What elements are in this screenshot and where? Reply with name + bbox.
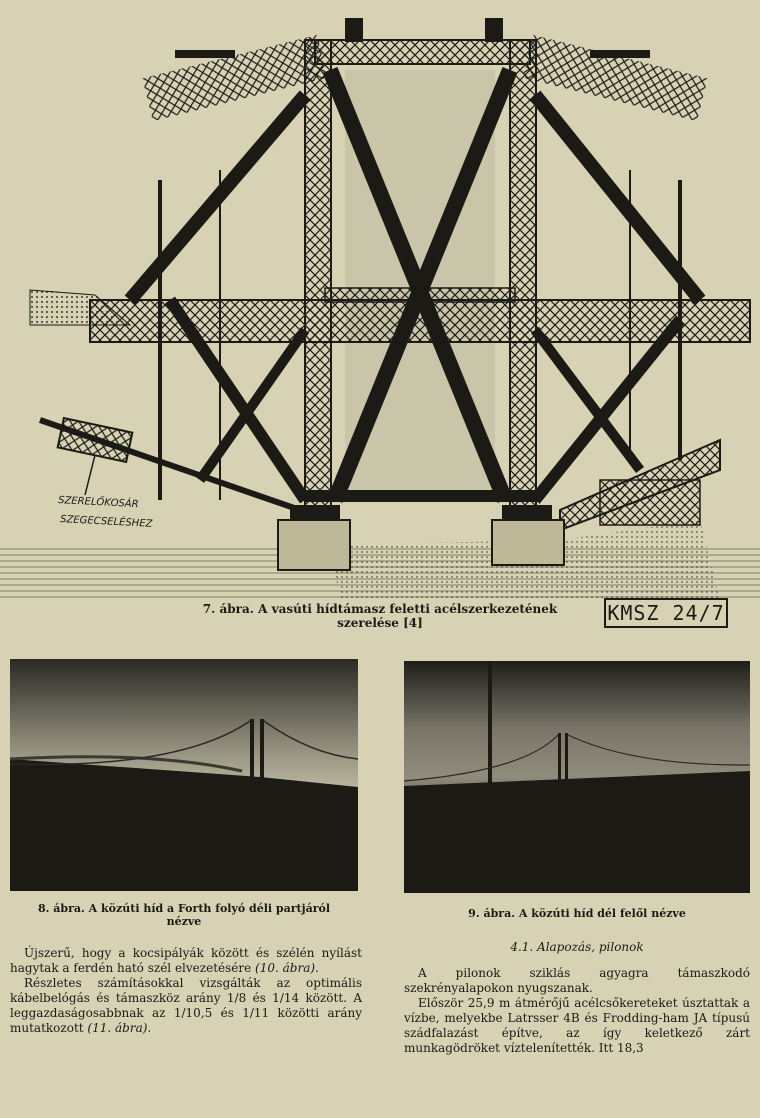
basket-label-line2: SZEGECSELÉSHEZ: [59, 514, 153, 530]
left-paragraph-1: [10, 946, 362, 976]
figure-8-photo: [10, 659, 358, 891]
left-text-column: [10, 946, 362, 1036]
right-paragraph-2: Először 25,9 m átmérőjű acélcsőkereteket úsztattak a vízbe, melyekbe Latrsser 4B és Frodding-ham JA típusú szádfalazást építve, az így keletkező zárt munkagödröket víztelenítették. Itt 18,3: [404, 996, 750, 1055]
figure-11-reference: (11. ábra).: [87, 1021, 152, 1035]
basket-label-line1: SZERELŐKOSÁR: [57, 495, 139, 511]
right-paragraph-1: A pilonok sziklás agyagra támaszkodó szekrényalapokon nyugszanak.: [404, 966, 750, 995]
left-paragraph-2: [10, 976, 362, 1036]
figure-8-caption: [10, 902, 358, 928]
figure-7-caption: [170, 602, 590, 630]
archive-stamp: KMSZ 24/7: [604, 598, 728, 628]
figure-7-caption-line1: 7. ábra. A vasúti hídtámasz feletti acélszerkezetének: [202, 602, 558, 616]
figure-8-caption-line2: nézve: [166, 915, 202, 928]
left-p2-text: Részletes számításokkal vizsgálták az optimális kábelbelógás és támaszköz arány 1/8 és 1/14 között. A leggazdaságosabbnak az 1/10,5 és 1/11 közötti arány mutatkozott: [10, 976, 362, 1035]
figure-7-caption-line2: szerelése [4]: [337, 616, 423, 630]
right-text-column: [404, 966, 750, 1056]
section-heading: 4.1. Alapozás, pilonok: [510, 940, 644, 954]
figure-8-caption-line1: 8. ábra. A közúti híd a Forth folyó déli partjáról: [37, 902, 331, 915]
figure-9-photo: [404, 661, 750, 893]
left-p1-text: Újszerű, hogy a kocsipályák között és szélén nyílást hagytak a ferdén ható szél elvezetésére: [10, 946, 362, 975]
figure-10-reference: (10. ábra).: [255, 961, 319, 975]
figure-9-caption: 9. ábra. A közúti híd dél felől nézve: [468, 907, 686, 920]
